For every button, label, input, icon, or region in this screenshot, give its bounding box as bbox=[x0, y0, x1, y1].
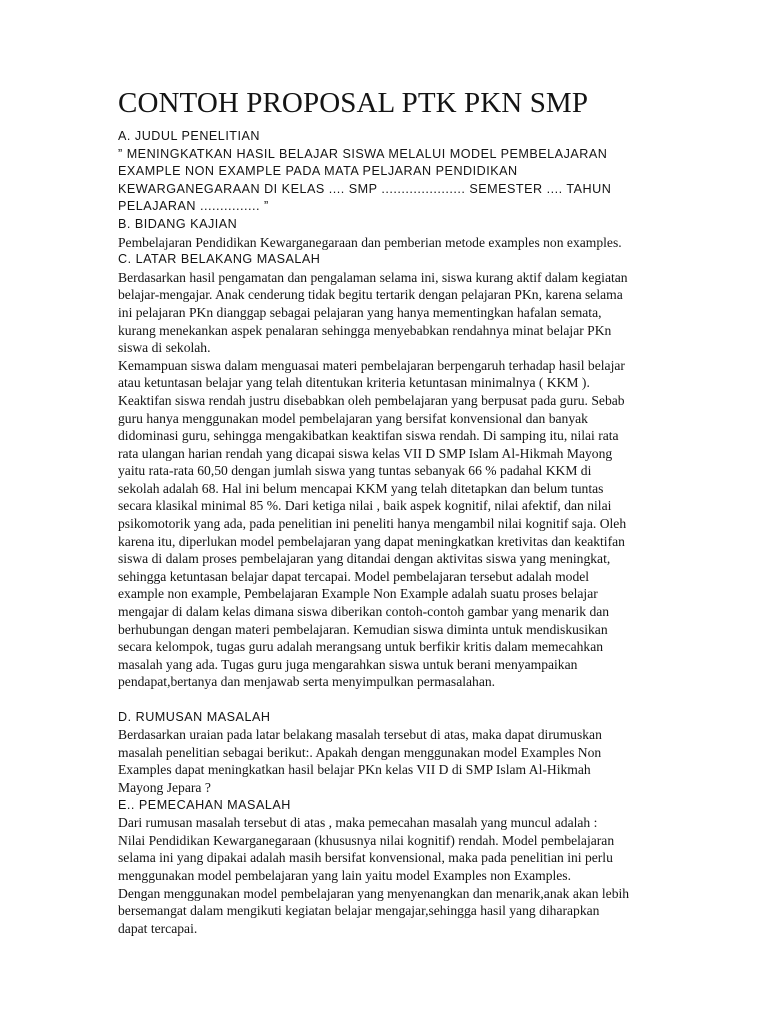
body-text-line: pendapat,bertanya dan menjawab serta menyimpulkan permasalahan. bbox=[118, 674, 496, 690]
body-text-line: menggunakan model pembelajaran yang lain yaitu model Examples non Examples. bbox=[118, 867, 571, 883]
body-text-line: Kemampuan siswa dalam menguasai materi pembelajaran berpengaruh terhadap hasil belajar bbox=[118, 357, 625, 373]
document-body bbox=[118, 128, 658, 937]
section-heading-line: ” MENINGKATKAN HASIL BELAJAR SISWA MELALUI MODEL PEMBELAJARAN bbox=[118, 146, 608, 161]
body-text-line: Examples dapat meningkatkan hasil belajar PKn kelas VII D di SMP Islam Al-Hikmah bbox=[118, 762, 591, 778]
body-text-line: example non example, Pembelajaran Example Non Example adalah suatu proses belajar bbox=[118, 586, 598, 602]
paragraph-gap bbox=[118, 691, 658, 709]
body-text-line: guru hanya menggunakan model pembelajaran yang bersifat konvensional dan banyak bbox=[118, 410, 588, 426]
body-text-line: selama ini yang dipakai adalah masih bersifat konvensional, maka pada penelitian ini perlu bbox=[118, 850, 613, 866]
body-text-line: Mayong Jepara ? bbox=[118, 779, 211, 795]
body-text-line: rata ulangan harian rendah yang dicapai siswa kelas VII D SMP Islam Al-Hikmah Mayong bbox=[118, 445, 613, 461]
body-text-line: yaitu rata-rata 60,50 dengan jumlah siswa yang tuntas sebanyak 66 % padahal KKM di bbox=[118, 463, 592, 479]
body-text-line: ini pelajaran PKn dianggap sebagai pelajaran yang hanya mementingkan hafalan semata, bbox=[118, 304, 602, 320]
body-text-line: Dengan menggunakan model pembelajaran yang menyenangkan dan menarik,anak akan lebih bbox=[118, 885, 630, 901]
body-text-line: psikomotorik yang ada, pada penelitian ini peneliti hanya mengambil nilai kognitif saja. Oleh bbox=[118, 516, 627, 532]
section-heading-line: B. BIDANG KAJIAN bbox=[118, 216, 238, 231]
body-text-line: berhubungan dengan materi pembelajaran. Kemudian siswa diminta untuk mendiskusikan bbox=[118, 621, 608, 637]
body-text-line: didominasi guru, sehingga mengakibatkan keaktifan siswa rendah. Di samping itu, nilai rata bbox=[118, 428, 619, 444]
body-text-line: secara klasikal minimal 85 %. Dari ketiga nilai , baik aspek kognitif, nilai afektif, dan nilai bbox=[118, 498, 612, 514]
section-heading-line: D. RUMUSAN MASALAH bbox=[118, 709, 271, 724]
body-text-line: dapat tercapai. bbox=[118, 920, 198, 936]
body-text-line: Berdasarkan hasil pengamatan dan pengalaman selama ini, siswa kurang aktif dalam kegiatan bbox=[118, 269, 628, 285]
section-heading-line: KEWARGANEGARAAN DI KELAS .... SMP ..................... SEMESTER .... TAHUN bbox=[118, 181, 612, 196]
body-text-line: secara kelompok, tugas guru adalah merangsang untuk berfikir kritis dalam memecahkan bbox=[118, 639, 604, 655]
body-text-line: Nilai Pendidikan Kewarganegaraan (khususnya nilai kognitif) rendah. Model pembelajaran bbox=[118, 832, 615, 848]
body-text-line: atau ketuntasan belajar yang telah ditentukan kriteria ketuntasan minimalnya ( KKM ). bbox=[118, 375, 590, 391]
body-text-line: masalah yang ada. Tugas guru juga mengarahkan siswa untuk berani menyampaikan bbox=[118, 656, 578, 672]
document-content bbox=[118, 86, 658, 937]
body-text-line: masalah penelitian sebagai berikut:. Apakah dengan menggunakan model Examples Non bbox=[118, 744, 602, 760]
body-text-line: sehingga ketuntasan belajar dapat tercapai. Model pembelajaran tersebut adalah model bbox=[118, 568, 590, 584]
body-text-line: karena itu, diperlukan model pembelajaran yang dapat meningkatkan kretivitas dan keaktifan bbox=[118, 533, 625, 549]
body-text-line: bersemangat dalam mengikuti kegiatan belajar mengajar,sehingga hasil yang diharapkan bbox=[118, 903, 600, 919]
body-text-line: siswa di sekolah. bbox=[118, 340, 211, 356]
body-text-line: belajar-mengajar. Anak cenderung tidak begitu tertarik dengan pelajaran PKn, karena selama bbox=[118, 287, 623, 303]
section-heading-line: E.. PEMECAHAN MASALAH bbox=[118, 797, 291, 812]
body-text-line: Dari rumusan masalah tersebut di atas , maka pemecahan masalah yang muncul adalah : bbox=[118, 815, 598, 831]
body-text-line: mengajar di dalam kelas dimana siswa diberikan contoh-contoh gambar yang menarik dan bbox=[118, 604, 610, 620]
body-text-line: Keaktifan siswa rendah justru disebabkan oleh pembelajaran yang berpusat pada guru. Sebab bbox=[118, 392, 625, 408]
document-title: CONTOH PROPOSAL PTK PKN SMP bbox=[118, 87, 589, 119]
body-text-line: Pembelajaran Pendidikan Kewarganegaraan dan pemberian metode examples non examples. bbox=[118, 234, 622, 250]
section-heading-line: C. LATAR BELAKANG MASALAH bbox=[118, 252, 321, 267]
body-text-line: siswa di dalam proses pembelajaran yang ditandai dengan aktivitas siswa yang meningkat, bbox=[118, 551, 611, 567]
section-heading-line: EXAMPLE NON EXAMPLE PADA MATA PELJARAN PENDIDIKAN bbox=[118, 164, 518, 179]
section-heading-line: PELAJARAN ............... ” bbox=[118, 199, 269, 214]
section-heading-line: A. JUDUL PENELITIAN bbox=[118, 129, 260, 143]
body-text-line: kurang menekankan aspek penalaran sehingga menyebabkan rendahnya minat belajar PKn bbox=[118, 322, 612, 338]
body-text-line: sekolah adalah 68. Hal ini belum mencapai KKM yang telah ditetapkan dan belum tuntas bbox=[118, 480, 604, 496]
body-text-line: Berdasarkan uraian pada latar belakang masalah tersebut di atas, maka dapat dirumuskan bbox=[118, 727, 602, 743]
